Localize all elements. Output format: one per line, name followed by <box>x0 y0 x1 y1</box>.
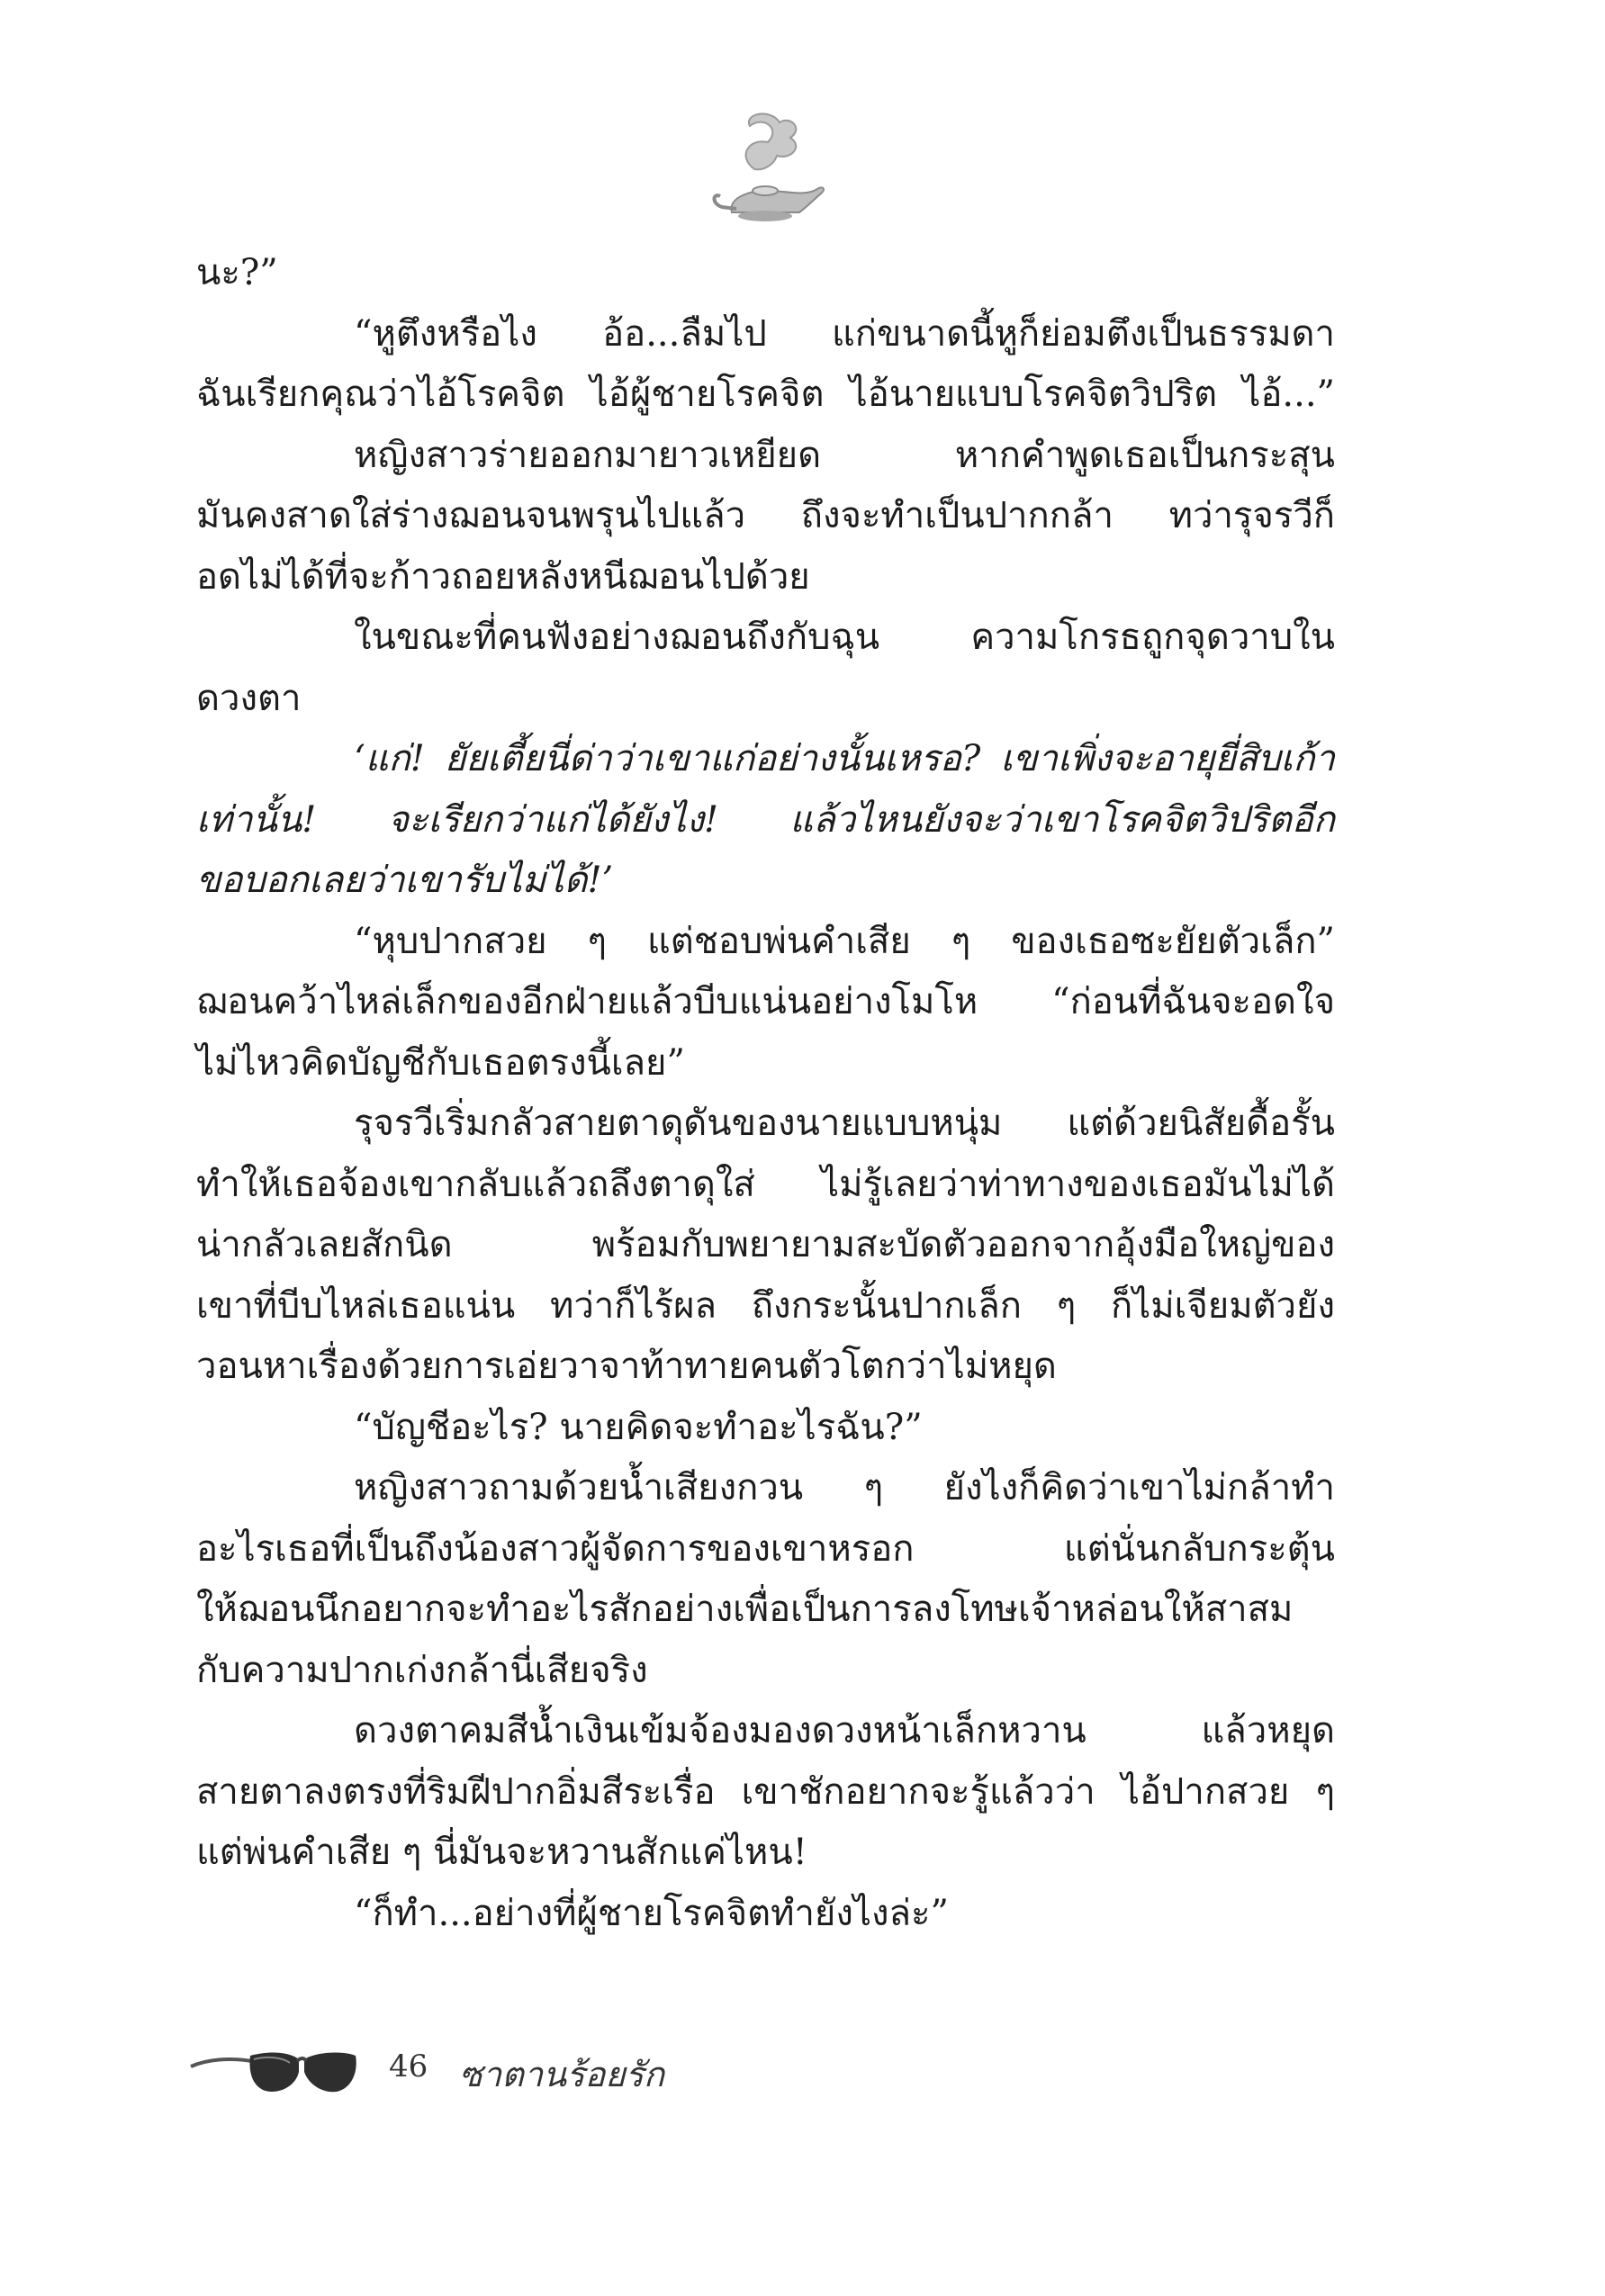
text-line: ‘แก่! ยัยเตี้ยนี่ด่าว่าเขาแก่อย่างนั้นเหรอ? เขาเพิ่งจะอายุยี่สิบเก้า <box>354 738 1335 779</box>
text-line: สายตาลงตรงที่ริมฝีปากอิ่มสีระเรื่อ เขาชักอยากจะรู้แล้วว่า ไอ้ปากสวย ๆ <box>196 1770 1335 1813</box>
text-line: ฌอนคว้าไหล่เล็กของอีกฝ่ายแล้วบีบแน่นอย่างโมโห “ก่อนที่ฉันจะอดใจ <box>196 981 1335 1022</box>
text-line: หญิงสาวถามด้วยน้ำเสียงกวน ๆ ยังไงก็คิดว่าเขาไม่กล้าทำ <box>354 1467 1335 1508</box>
text-line: รุจรวีเริ่มกลัวสายตาดุดันของนายแบบหนุ่ม แต่ด้วยนิสัยดื้อรั้น <box>354 1103 1335 1144</box>
text-line: ดวงตาคมสีน้ำเงินเข้มจ้องมองดวงหน้าเล็กหวาน แล้วหยุด <box>354 1710 1335 1751</box>
text-line: แต่พ่นคำเสีย ๆ นี่มันจะหวานสักแค่ไหน! <box>196 1832 807 1873</box>
text-line: มันคงสาดใส่ร่างฌอนจนพรุนไปแล้ว ถึงจะทำเป็นปากกล้า ทว่ารุจรวีก็ <box>196 495 1335 536</box>
text-line: ไม่ไหวคิดบัญชีกับเธอตรงนี้เลย” <box>196 1041 685 1084</box>
sunglasses-icon <box>189 2039 360 2102</box>
text-line: น่ากลัวเลยสักนิด พร้อมกับพยายามสะบัดตัวออกจากอุ้งมือใหญ่ของ <box>196 1224 1335 1265</box>
text-line: อะไรเธอที่เป็นถึงน้องสาวผู้จัดการของเขาหรอก แต่นั่นกลับกระตุ้น <box>196 1527 1335 1570</box>
text-line: นะ?” <box>196 252 278 293</box>
text-line: ฉันเรียกคุณว่าไอ้โรคจิต ไอ้ผู้ชายโรคจิต ไอ้นายแบบโรคจิตวิปริต ไอ้...” <box>196 374 1335 415</box>
text-line: ขอบอกเลยว่าเขารับไม่ได้!’ <box>196 860 614 901</box>
text-line: เขาที่บีบไหล่เธอแน่น ทว่าก็ไร้ผล ถึงกระนั้นปากเล็ก ๆ ก็ไม่เจียมตัวยัง <box>196 1284 1335 1327</box>
text-line: เท่านั้น! จะเรียกว่าแก่ได้ยังไง! แล้วไหนยังจะว่าเขาโรคจิตวิปริตอีก <box>196 798 1335 841</box>
text-line: “ก็ทำ...อย่างที่ผู้ชายโรคจิตทำยังไงล่ะ” <box>354 1892 949 1934</box>
text-line: “บัญชีอะไร? นายคิดจะทำอะไรฉัน?” <box>354 1406 923 1448</box>
text-line: ดวงตา <box>196 677 302 719</box>
text-line: อดไม่ได้ที่จะก้าวถอยหลังหนีฌอนไปด้วย <box>196 555 810 598</box>
text-line: “หูตึงหรือไง อ้อ...ลืมไป แก่ขนาดนี้หูก็ย่อมตึงเป็นธรรมดา <box>354 312 1335 355</box>
text-line: ให้ฌอนนึกอยากจะทำอะไรสักอย่างเพื่อเป็นการลงโทษเจ้าหล่อนให้สาสม <box>196 1589 1294 1630</box>
text-line: หญิงสาวร่ายออกมายาวเหยียด หากคำพูดเธอเป็นกระสุน <box>354 434 1335 476</box>
text-line: กับความปากเก่งกล้านี่เสียจริง <box>196 1649 648 1691</box>
text-line: วอนหาเรื่องด้วยการเอ่ยวาจาท้าทายคนตัวโตกว่าไม่หยุด <box>196 1346 1057 1387</box>
book-title: ซาตานร้อยรัก <box>459 2055 665 2094</box>
magic-lamp-icon <box>700 106 835 241</box>
page-number: 46 <box>389 2048 428 2084</box>
text-line: ทำให้เธอจ้องเขากลับแล้วถลึงตาดุใส่ ไม่รู้เลยว่าท่าทางของเธอมันไม่ได้ <box>196 1163 1335 1205</box>
text-line: ในขณะที่คนฟังอย่างฌอนถึงกับฉุน ความโกรธถูกจุดวาบใน <box>354 617 1335 658</box>
body-text <box>196 243 1335 1944</box>
page-footer <box>189 2032 819 2113</box>
text-line: “หุบปากสวย ๆ แต่ชอบพ่นคำเสีย ๆ ของเธอซะยัยตัวเล็ก” <box>354 920 1335 962</box>
